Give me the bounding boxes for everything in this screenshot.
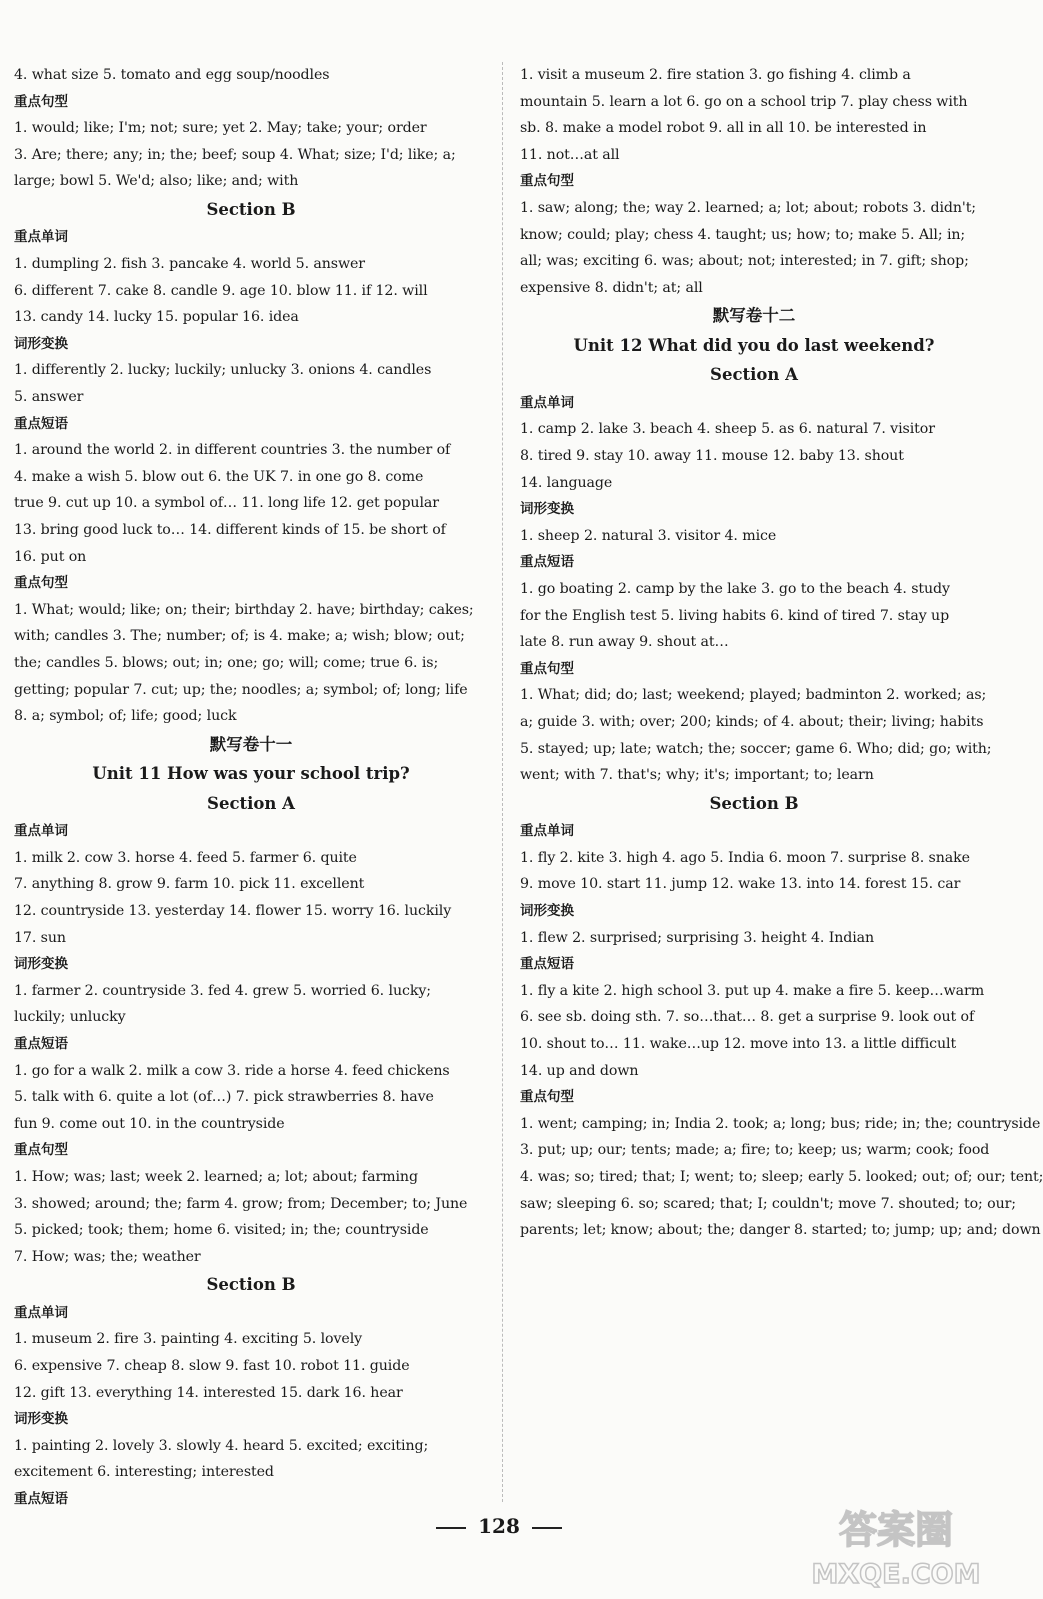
answer-line: 4. make a wish 5. blow out 6. the UK 7. in one go 8. come [14, 468, 424, 485]
section-label: 重点句型 [520, 660, 574, 677]
answer-line: excitement 6. interesting; interested [14, 1464, 274, 1481]
page-number-dash-left [436, 1527, 466, 1529]
section-label: 重点短语 [520, 956, 574, 973]
answer-line: 5. stayed; up; late; watch; the; soccer; game 6. Who; did; go; with; [520, 740, 992, 757]
answer-line: 3. showed; around; the; farm 4. grow; from; December; to; June [14, 1195, 468, 1212]
watermark-logo [808, 1503, 984, 1591]
answer-line: all; was; exciting 6. was; about; not; interested; in 7. gift; shop; [520, 253, 969, 270]
answer-line: 1. dumpling 2. fish 3. pancake 4. world 5. answer [14, 256, 365, 273]
answer-line: 16. put on [14, 548, 87, 565]
answer-line: 3. put; up; our; tents; made; a; fire; to; keep; us; warm; cook; food [520, 1142, 990, 1159]
answer-line: 6. see sb. doing sth. 7. so…that… 8. get a surprise 9. look out of [520, 1009, 975, 1026]
answer-line: 1. flew 2. surprised; surprising 3. height 4. Indian [520, 929, 875, 946]
section-title: Unit 11 How was your school trip? [92, 764, 410, 784]
answer-line: 5. talk with 6. quite a lot (of…) 7. pick strawberries 8. have [14, 1089, 434, 1106]
answer-line: a; guide 3. with; over; 200; kinds; of 4. about; their; living; habits [520, 713, 984, 730]
answer-line: fun 9. come out 10. in the countryside [14, 1115, 285, 1132]
answer-line: 1. museum 2. fire 3. painting 4. exciting 5. lovely [14, 1331, 363, 1348]
section-label: 重点单词 [520, 823, 574, 840]
section-label: 重点短语 [520, 554, 574, 571]
answer-line: 1. differently 2. lucky; luckily; unlucky 3. onions 4. candles [14, 362, 432, 379]
section-title: Section B [709, 793, 799, 813]
section-label: 重点句型 [14, 575, 68, 592]
answer-line: true 9. cut up 10. a symbol of… 11. long life 12. get popular [14, 495, 439, 512]
section-label: 词形变换 [14, 335, 68, 352]
watermark-site-text: MXQE.COM [811, 1559, 981, 1590]
section-title: Section A [207, 793, 295, 813]
section-label: 词形变换 [520, 501, 574, 518]
answer-line: 1. How; was; last; week 2. learned; a; lot; about; farming [14, 1168, 418, 1185]
answer-line: 8. tired 9. stay 10. away 11. mouse 12. baby 13. shout [520, 448, 904, 465]
answer-line: 1. What; would; like; on; their; birthday 2. have; birthday; cakes; [14, 601, 474, 618]
answer-line: 6. different 7. cake 8. candle 9. age 10. blow 11. if 12. will [14, 282, 428, 299]
section-label: 重点单词 [14, 229, 68, 246]
section-label: 重点短语 [14, 1491, 68, 1507]
answer-line: saw; sleeping 6. so; scared; that; I; couldn't; move 7. shouted; to; our; [520, 1195, 1016, 1212]
answer-line: 9. move 10. start 11. jump 12. wake 13. into 14. forest 15. car [520, 876, 961, 893]
answer-line: went; with 7. that's; why; it's; important; to; learn [520, 767, 874, 784]
answer-line: 1. saw; along; the; way 2. learned; a; lot; about; robots 3. didn't; [520, 199, 976, 216]
answer-line: 1. went; camping; in; India 2. took; a; long; bus; ride; in; the; countryside [520, 1115, 1041, 1132]
answer-line: 3. Are; there; any; in; the; beef; soup 4. What; size; I'd; like; a; [14, 146, 456, 163]
answer-line: 1. go for a walk 2. milk a cow 3. ride a horse 4. feed chickens [14, 1062, 450, 1079]
section-title: Section B [206, 199, 296, 219]
section-label: 重点单词 [14, 1304, 68, 1321]
section-label: 词形变换 [520, 903, 574, 920]
watermark-logo-text: 答案圈 [838, 1508, 954, 1552]
answer-line: late 8. run away 9. shout at… [520, 634, 729, 651]
answer-line: for the English test 5. living habits 6. kind of tired 7. stay up [520, 607, 950, 624]
answer-line: 13. candy 14. lucky 15. popular 16. idea [14, 309, 299, 326]
answer-line: 1. milk 2. cow 3. horse 4. feed 5. farmer 6. quite [14, 849, 357, 866]
answer-line: 4. was; so; tired; that; I; went; to; sleep; early 5. looked; out; of; our; tent; [520, 1168, 1043, 1185]
answer-line: 1. visit a museum 2. fire station 3. go fishing 4. climb a [520, 67, 911, 83]
answer-line: know; could; play; chess 4. taught; us; how; to; make 5. All; in; [520, 226, 966, 243]
answer-line: parents; let; know; about; the; danger 8. started; to; jump; up; and; down [520, 1222, 1041, 1239]
section-label: 重点句型 [14, 93, 68, 110]
answer-line: 7. How; was; the; weather [14, 1248, 201, 1265]
section-label: 重点句型 [14, 1142, 68, 1159]
answer-line: 13. bring good luck to… 14. different kinds of 15. be short of [14, 522, 446, 538]
section-label: 重点单词 [520, 394, 574, 411]
section-title: 默写卷十二 [712, 306, 796, 326]
answer-line: the; candles 5. blows; out; in; one; go; will; come; true 6. is; [14, 654, 439, 671]
answer-line: luckily; unlucky [14, 1009, 126, 1026]
column-divider [502, 62, 503, 1502]
answer-line: 1. around the world 2. in different countries 3. the number of [14, 442, 451, 459]
section-label: 词形变换 [14, 1411, 68, 1428]
answer-line: 12. countryside 13. yesterday 14. flower 15. worry 16. luckily [14, 903, 452, 920]
answer-line: expensive 8. didn't; at; all [520, 279, 703, 296]
answer-line: 1. fly a kite 2. high school 3. put up 4. make a fire 5. keep…warm [520, 982, 985, 999]
page-number-dash-right [532, 1527, 562, 1529]
answer-line: 1. sheep 2. natural 3. visitor 4. mice [520, 527, 777, 544]
answer-line: 1. fly 2. kite 3. high 4. ago 5. India 6. moon 7. surprise 8. snake [520, 849, 970, 866]
answer-line: 4. what size 5. tomato and egg soup/noodles [14, 67, 330, 83]
answer-line: 6. expensive 7. cheap 8. slow 9. fast 10. robot 11. guide [14, 1358, 410, 1375]
answer-line: 1. go boating 2. camp by the lake 3. go to the beach 4. study [520, 581, 950, 597]
section-title: Section B [206, 1275, 296, 1295]
section-title: Unit 12 What did you do last weekend? [573, 335, 935, 355]
section-label: 词形变换 [14, 956, 68, 973]
section-label: 重点短语 [14, 415, 68, 432]
page-number-value: 128 [478, 1514, 520, 1538]
answer-line: sb. 8. make a model robot 9. all in all 10. be interested in [520, 120, 927, 137]
answer-line: 14. language [520, 474, 613, 491]
section-label: 重点短语 [14, 1036, 68, 1052]
answer-line: 5. answer [14, 389, 84, 406]
answer-line: with; candles 3. The; number; of; is 4. make; a; wish; blow; out; [14, 628, 465, 645]
answer-line: 8. a; symbol; of; life; good; luck [14, 708, 237, 725]
section-label: 重点句型 [520, 173, 574, 190]
answer-line: 11. not…at all [520, 146, 620, 163]
answer-line: 14. up and down [520, 1062, 639, 1079]
answer-line: 1. farmer 2. countryside 3. fed 4. grew 5. worried 6. lucky; [14, 982, 431, 999]
section-label: 重点句型 [520, 1089, 574, 1106]
answer-line: 1. would; like; I'm; not; sure; yet 2. May; take; your; order [14, 120, 427, 137]
right-column [520, 62, 1043, 1244]
answer-line: getting; popular 7. cut; up; the; noodles; a; symbol; of; long; life [14, 681, 468, 698]
section-title: 默写卷十一 [209, 734, 293, 754]
answer-line: large; bowl 5. We'd; also; like; and; with [14, 173, 299, 190]
answer-line: mountain 5. learn a lot 6. go on a school trip 7. play chess with [520, 93, 968, 110]
answer-line: 7. anything 8. grow 9. farm 10. pick 11. excellent [14, 876, 365, 893]
answer-line: 1. What; did; do; last; weekend; played; badminton 2. worked; as; [520, 687, 987, 704]
answer-line: 10. shout to… 11. wake…up 12. move into 13. a little difficult [520, 1036, 957, 1052]
left-column [14, 62, 488, 1513]
answer-line: 12. gift 13. everything 14. interested 15. dark 16. hear [14, 1384, 403, 1401]
answer-line: 5. picked; took; them; home 6. visited; in; the; countryside [14, 1222, 429, 1239]
answer-line: 17. sun [14, 929, 66, 946]
section-label: 重点单词 [14, 823, 68, 840]
answer-line: 1. painting 2. lovely 3. slowly 4. heard 5. excited; exciting; [14, 1437, 429, 1454]
answer-line: 1. camp 2. lake 3. beach 4. sheep 5. as 6. natural 7. visitor [520, 421, 935, 438]
section-title: Section A [710, 365, 798, 385]
